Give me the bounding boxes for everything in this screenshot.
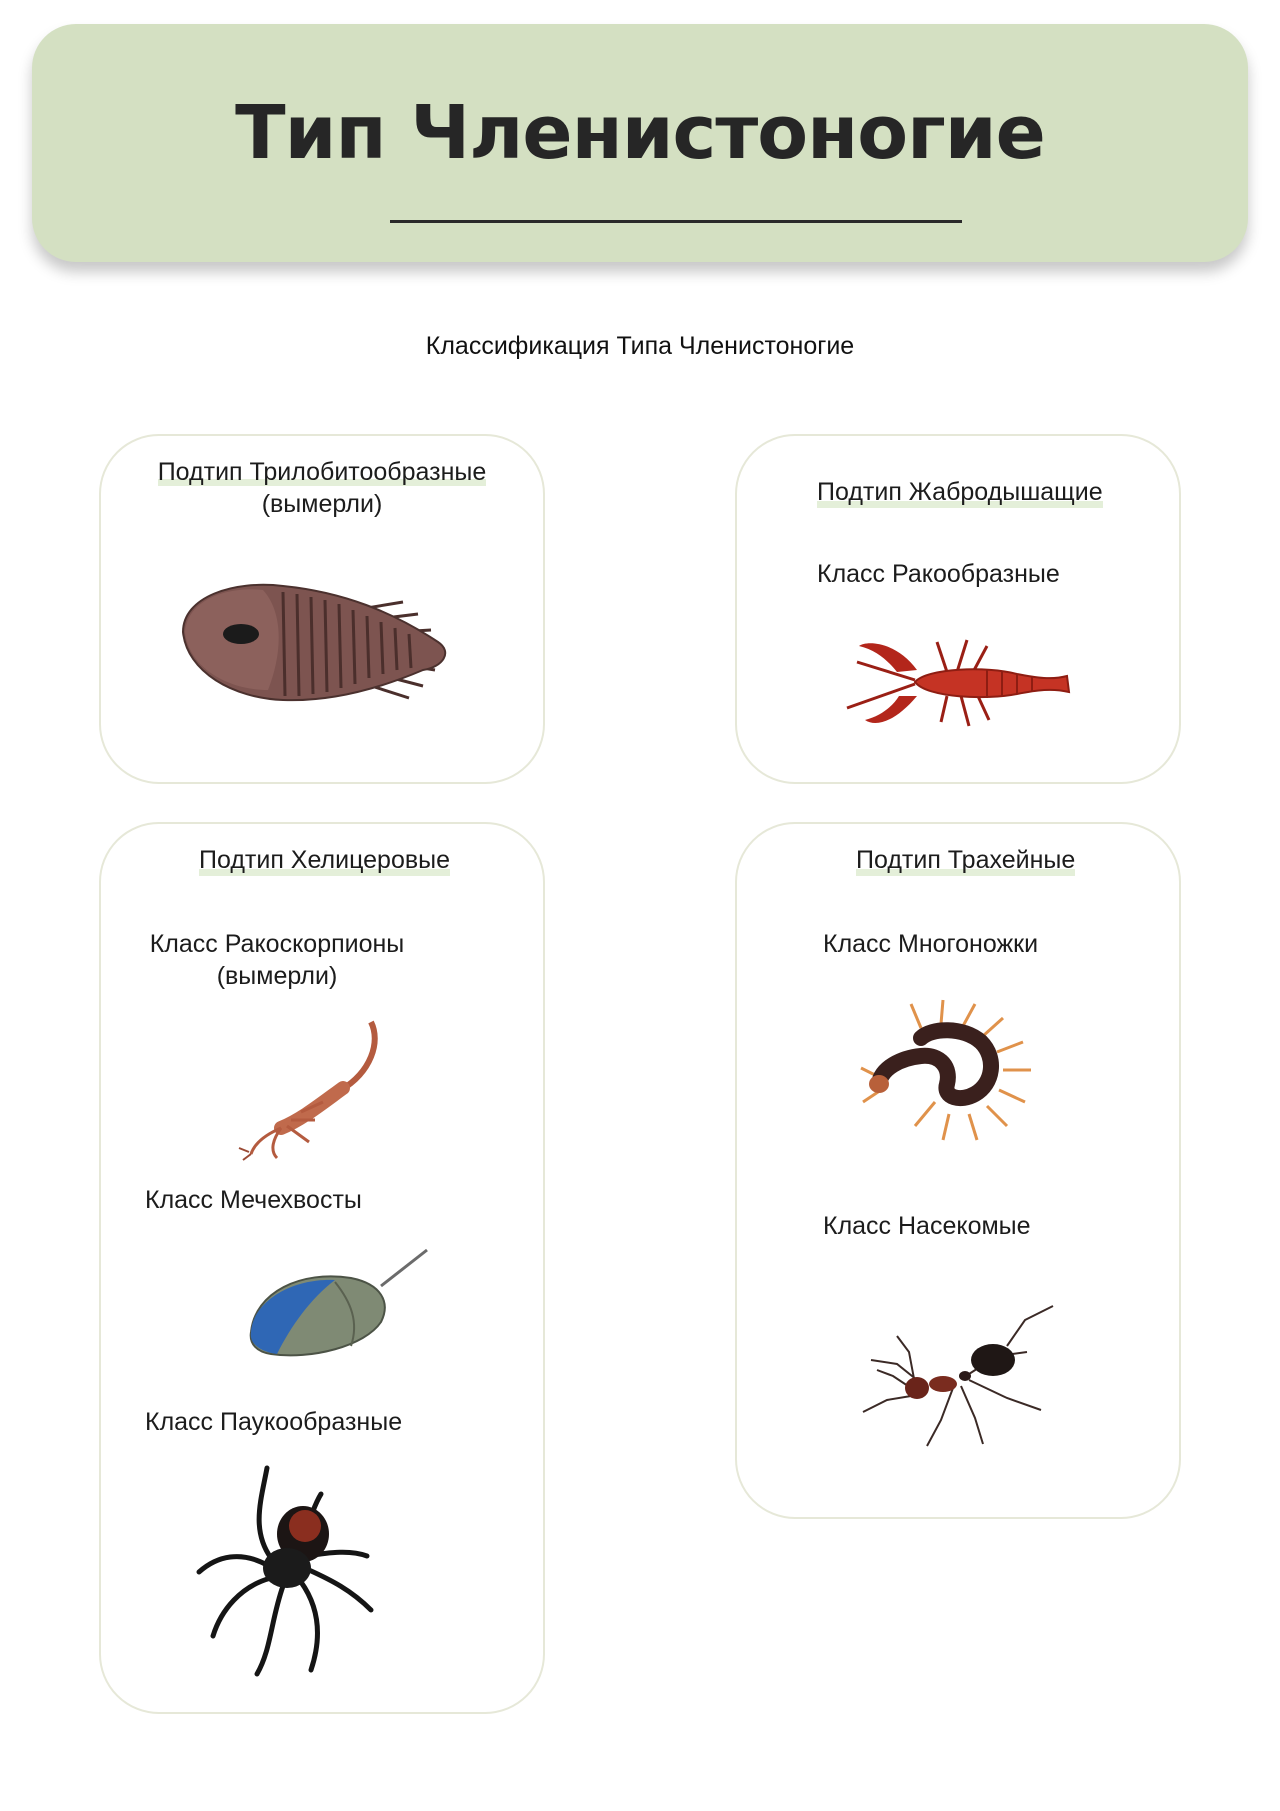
header-banner	[32, 24, 1248, 262]
trilobite-image	[173, 572, 473, 712]
class-insects: Класс Насекомые	[823, 1212, 1031, 1240]
class-myriapods: Класс Многоножки	[823, 930, 1039, 958]
spider-image	[191, 1460, 391, 1680]
card-chelicerates	[99, 822, 545, 1714]
eurypterids-line2: (вымерли)	[216, 962, 338, 990]
horseshoe-crab-image	[231, 1242, 431, 1372]
class-eurypterids	[145, 928, 409, 992]
class-horseshoe-crabs: Класс Мечехвосты	[145, 1186, 362, 1214]
eurypterid-image	[231, 1012, 431, 1162]
chelicerates-title: Подтип Хелицеровые	[199, 846, 451, 874]
gill-class-crustaceans: Класс Ракообразные	[817, 560, 1060, 588]
tracheates-title: Подтип Трахейные	[856, 846, 1076, 874]
classification-subtitle: Классификация Типа Членистоногие	[425, 332, 855, 360]
class-arachnids: Класс Паукообразные	[145, 1408, 403, 1436]
trilobites-title	[101, 456, 543, 520]
card-tracheates	[735, 822, 1181, 1519]
card-gill-breathers	[735, 434, 1181, 784]
page-title: Тип Членистоногие	[235, 90, 1045, 176]
card-trilobites	[99, 434, 545, 784]
gill-title: Подтип Жабродышащие	[817, 478, 1103, 506]
ant-image	[857, 1300, 1057, 1450]
lobster-image	[837, 622, 1077, 742]
trilobites-title-line2: (вымерли)	[261, 490, 383, 518]
eurypterids-line1: Класс Ракоскорпионы	[149, 930, 405, 958]
centipede-image	[851, 998, 1051, 1148]
trilobites-title-line1: Подтип Трилобитообразные	[157, 458, 487, 486]
title-underline	[390, 220, 962, 223]
